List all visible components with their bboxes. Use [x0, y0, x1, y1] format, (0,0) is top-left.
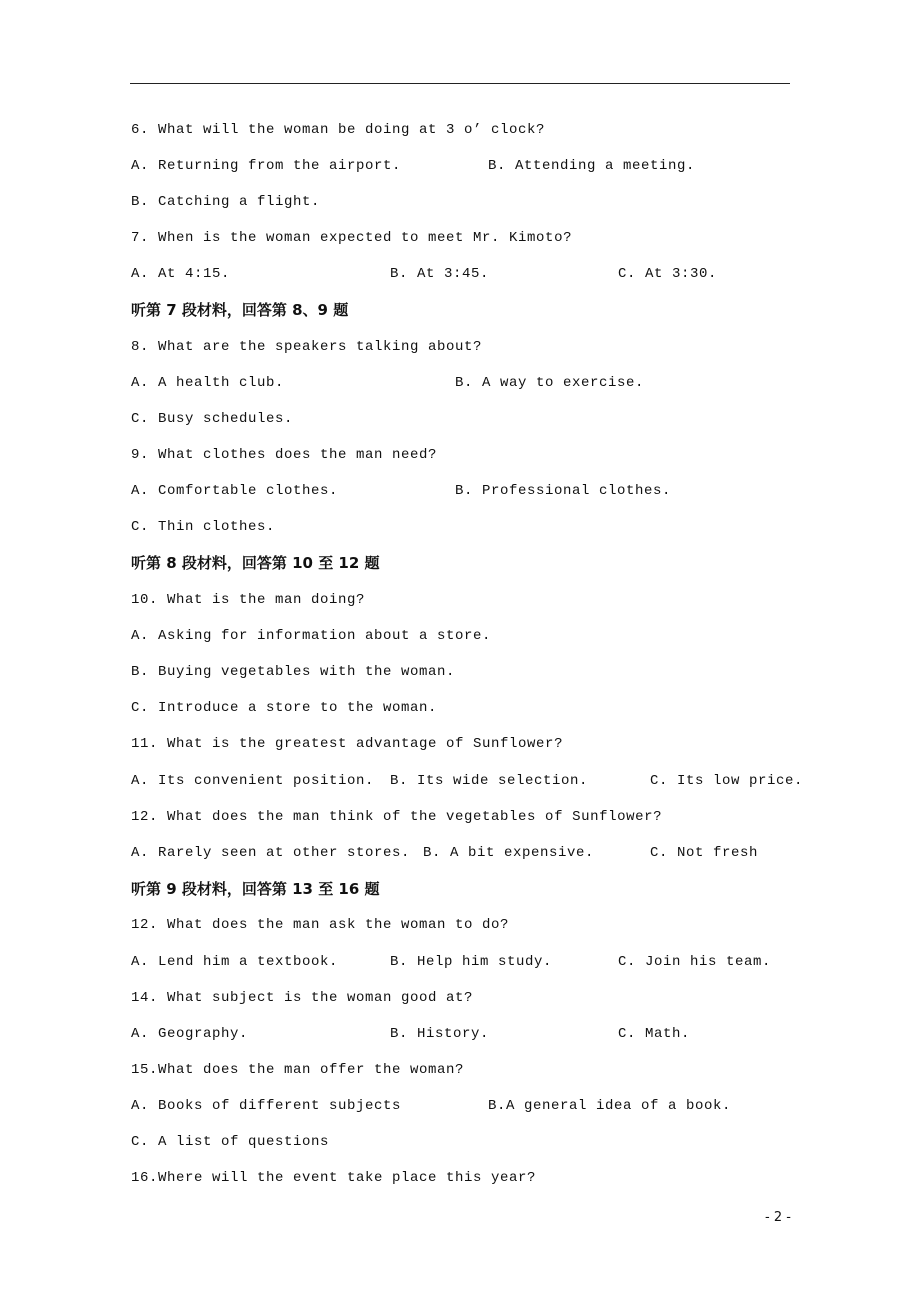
- answer-option: B. Buying vegetables with the woman.: [131, 664, 456, 680]
- question-text: 6. What will the woman be doing at 3 o’ clock?: [131, 122, 546, 138]
- answer-option: A. Asking for information about a store.: [131, 628, 492, 644]
- question-text: 12. What does the man think of the vegetables of Sunflower?: [131, 809, 663, 825]
- answer-option: C. Thin clothes.: [131, 519, 276, 535]
- answer-option: C. Busy schedules.: [131, 411, 294, 427]
- answer-option: C. Math.: [618, 1026, 691, 1042]
- answer-option: C. Its low price.: [650, 773, 804, 789]
- question-text: 12. What does the man ask the woman to do?: [131, 917, 510, 933]
- answer-option: A. At 4:15.: [131, 266, 231, 282]
- question-text: 15.What does the man offer the woman?: [131, 1062, 465, 1078]
- answer-option: A. Comfortable clothes.: [131, 483, 339, 499]
- header-rule: [130, 83, 790, 84]
- answer-option: B. Help him study.: [390, 954, 553, 970]
- answer-option: C. Introduce a store to the woman.: [131, 700, 438, 716]
- question-text: 16.Where will the event take place this year?: [131, 1170, 537, 1186]
- answer-option: A. Books of different subjects: [131, 1098, 402, 1114]
- answer-option: B. Catching a flight.: [131, 194, 321, 210]
- question-text: 14. What subject is the woman good at?: [131, 990, 474, 1006]
- section-heading: 听第 7 段材料，回答第 8、9 题: [131, 301, 349, 319]
- answer-option: B.A general idea of a book.: [488, 1098, 732, 1114]
- answer-option: B. Attending a meeting.: [488, 158, 696, 174]
- answer-option: A. Its convenient position.: [131, 773, 375, 789]
- answer-option: C. Join his team.: [618, 954, 772, 970]
- section-heading: 听第 9 段材料，回答第 13 至 16 题: [131, 880, 380, 898]
- answer-option: B. Its wide selection.: [390, 773, 589, 789]
- question-text: 8. What are the speakers talking about?: [131, 339, 483, 355]
- answer-option: B. At 3:45.: [390, 266, 490, 282]
- answer-option: A. Returning from the airport.: [131, 158, 402, 174]
- answer-option: A. Lend him a textbook.: [131, 954, 339, 970]
- answer-option: A. Geography.: [131, 1026, 249, 1042]
- question-text: 7. When is the woman expected to meet Mr. Kimoto?: [131, 230, 573, 246]
- answer-option: B. A way to exercise.: [455, 375, 645, 391]
- answer-option: A. A health club.: [131, 375, 285, 391]
- question-text: 11. What is the greatest advantage of Sunflower?: [131, 736, 564, 752]
- answer-option: C. Not fresh: [650, 845, 759, 861]
- answer-option: C. At 3:30.: [618, 266, 718, 282]
- answer-option: B. History.: [390, 1026, 490, 1042]
- question-text: 9. What clothes does the man need?: [131, 447, 438, 463]
- page-number: - 2 -: [765, 1210, 791, 1225]
- answer-option: B. Professional clothes.: [455, 483, 672, 499]
- section-heading: 听第 8 段材料，回答第 10 至 12 题: [131, 554, 380, 572]
- answer-option: A. Rarely seen at other stores.: [131, 845, 411, 861]
- question-text: 10. What is the man doing?: [131, 592, 366, 608]
- answer-option: B. A bit expensive.: [423, 845, 595, 861]
- answer-option: C. A list of questions: [131, 1134, 330, 1150]
